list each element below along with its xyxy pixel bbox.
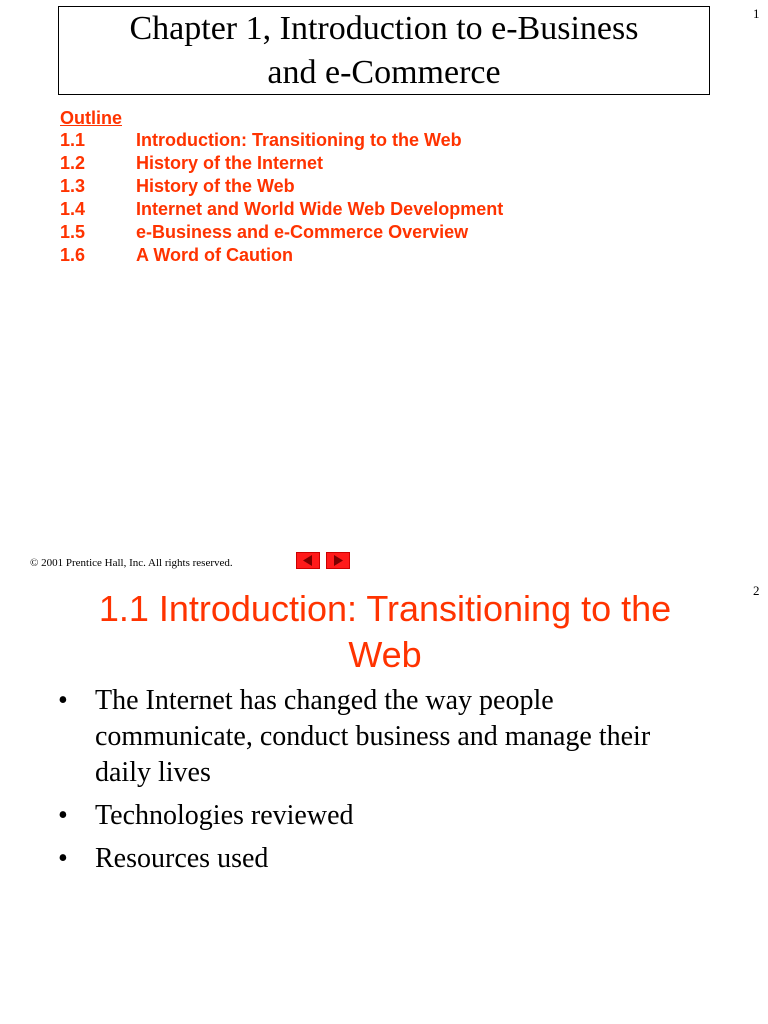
- bullet-glyph: •: [58, 800, 68, 831]
- bullet-text: The Internet has changed the way people communicate, conduct business and manage their daily lives: [95, 685, 651, 788]
- outline-item-label: e-Business and e-Commerce Overview: [136, 222, 469, 242]
- page-number: 1: [753, 6, 760, 21]
- outline-item-label: History of the Web: [136, 176, 295, 196]
- outline-item-label: Introduction: Transitioning to the Web: [136, 130, 462, 150]
- slide-title-line-1: 1.1 Introduction: Transitioning to the: [98, 588, 672, 629]
- bullet-glyph: •: [58, 843, 68, 874]
- outline-item-number: 1.1: [60, 130, 86, 150]
- outline-item-number: 1.5: [60, 222, 86, 242]
- outline-item[interactable]: [60, 175, 503, 198]
- page-number: 2: [753, 583, 760, 598]
- outline-item[interactable]: [60, 152, 503, 175]
- outline-item-label: History of the Internet: [136, 153, 324, 173]
- slide-title-line-2: and e-Commerce: [267, 54, 501, 91]
- copyright-notice: © 2001 Prentice Hall, Inc. All rights reserved.: [30, 557, 233, 569]
- outline-item[interactable]: [60, 244, 503, 267]
- previous-slide-button[interactable]: [296, 552, 320, 569]
- outline-item[interactable]: [60, 198, 503, 221]
- bullet-glyph: •: [58, 685, 68, 716]
- outline-item-number: 1.3: [60, 176, 86, 196]
- outline-heading[interactable]: Outline: [60, 108, 122, 128]
- outline-item[interactable]: [60, 221, 503, 244]
- bullet-item: [58, 841, 708, 877]
- outline-item-number: 1.6: [60, 245, 86, 265]
- outline-item-number: 1.2: [60, 153, 86, 173]
- next-slide-button[interactable]: [326, 552, 350, 569]
- bullet-item: [58, 683, 708, 791]
- slide-title-line-2: Web: [348, 634, 422, 675]
- outline: [60, 107, 503, 267]
- outline-item[interactable]: [60, 129, 503, 152]
- bullet-text: Resources used: [95, 843, 269, 874]
- bullet-text: Technologies reviewed: [95, 800, 354, 831]
- slide-title-box: [58, 6, 710, 95]
- triangle-right-icon: [327, 553, 349, 568]
- bullet-list: [58, 683, 708, 884]
- outline-item-number: 1.4: [60, 199, 86, 219]
- outline-item-label: A Word of Caution: [136, 245, 293, 265]
- bullet-item: [58, 798, 708, 834]
- outline-item-label: Internet and World Wide Web Development: [136, 199, 504, 219]
- triangle-left-icon: [297, 553, 319, 568]
- slide-title-line-1: Chapter 1, Introduction to e-Business: [129, 10, 639, 47]
- slide-title: [60, 586, 710, 678]
